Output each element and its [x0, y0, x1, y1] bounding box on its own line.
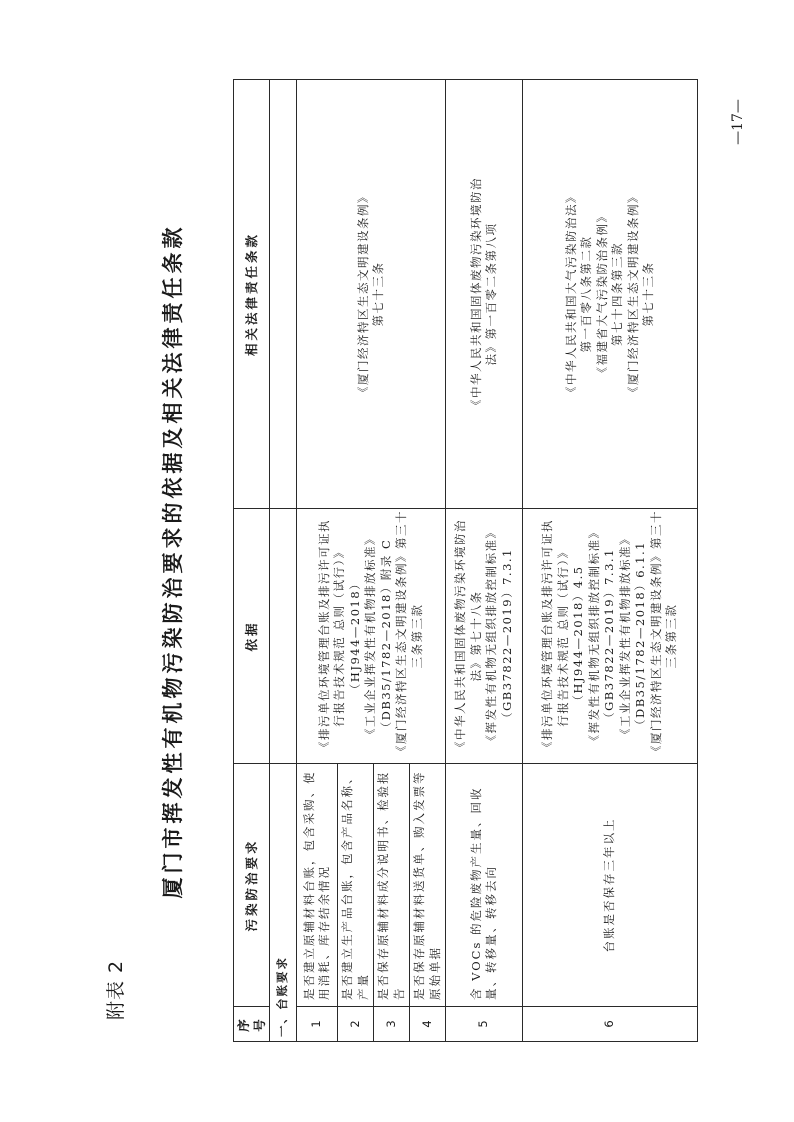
basis-line: 行报告技术规范 总则（试行）》: [555, 545, 570, 727]
liability-line: 第七十三条: [371, 261, 385, 327]
liability-line: 第七十三条: [641, 261, 655, 327]
liability-line: 《厦门经济特区生态文明建设条例》: [625, 190, 640, 398]
section-empty-basis: [270, 509, 297, 764]
liability-line: 法》第一百零二条第八项: [484, 222, 498, 366]
basis-line: 《工业企业挥发性有机物排放标准》: [617, 532, 632, 740]
row-seq: 2: [338, 1007, 374, 1042]
basis-line: （GB37822—2019）7.3.1: [602, 548, 617, 724]
basis-line: （HJ944—2018）4.5: [571, 565, 586, 707]
basis-line: （HJ944—2018）: [347, 576, 362, 696]
section-empty-liability: [270, 80, 297, 509]
liability-line: 第七十四条第三款: [610, 242, 624, 346]
basis-line: 《挥发性有机物无组织排放控制标准》: [484, 525, 498, 747]
basis-line: （DB35/1782—2018）6.1.1: [633, 541, 648, 731]
liability-cell-row-5: [446, 80, 523, 509]
row-seq: 3: [374, 1007, 410, 1042]
basis-cell-rows-1-4: [297, 509, 446, 764]
basis-line: 三条第三款: [409, 603, 424, 669]
liability-line: 《福建省大气污染防治条例》: [594, 209, 609, 379]
basis-line: 法》第七十八条: [468, 590, 483, 682]
row-requirement: 是否建立生产品台账，包含产品名称、产量: [338, 764, 374, 1007]
appendix-label: 附表 2: [105, 959, 127, 1020]
page-number-text: —17—: [730, 99, 746, 145]
header-basis: 依据: [234, 509, 270, 764]
basis-line: 《排污单位环境管理台账及排污许可证执: [540, 519, 555, 753]
section-row: [270, 80, 297, 1042]
basis-cell-row-5: [446, 509, 523, 764]
row-requirement: 是否保存原辅材料送货单、购入发票等原始单据: [410, 764, 446, 1007]
liability-line: 《厦门经济特区生态文明建设条例》: [355, 190, 370, 398]
table-row: [446, 80, 523, 1042]
table-row: [297, 80, 338, 1042]
basis-line: 《厦门经济特区生态文明建设条例》第三十: [648, 510, 663, 757]
row-seq: 1: [297, 1007, 338, 1042]
basis-line: （DB35/1782—2018）附录 C: [378, 538, 393, 734]
row-requirement: 是否建立原辅材料台账，包含采购、使用消耗、库存结余情况: [297, 764, 338, 1007]
basis-cell-row-6: [523, 509, 698, 764]
rotated-landscape-sheet: [97, 80, 697, 1042]
basis-line: 《中华人民共和国固体废物污染环境防治: [453, 519, 467, 753]
row-requirement: 台账是否保存三年以上: [523, 764, 698, 1007]
row-seq: 6: [523, 1007, 698, 1042]
document-title: 厦门市挥发性有机物污染防治要求的依据及相关法律责任条款: [161, 223, 185, 899]
header-liability: 相关法律责任条款: [234, 80, 270, 509]
basis-line: 《厦门经济特区生态文明建设条例》第三十: [394, 510, 409, 757]
liability-cell-row-6: [523, 80, 698, 509]
basis-line: 三条第三款: [664, 603, 679, 669]
basis-line: 《挥发性有机物无组织排放控制标准》: [586, 525, 601, 747]
basis-line: 《排污单位环境管理台账及排污许可证执: [316, 519, 331, 753]
basis-line: 《工业企业挥发性有机物排放标准》: [363, 532, 378, 740]
basis-line: 行报告技术规范 总则（试行）》: [332, 545, 347, 727]
header-seq: 序号: [234, 1007, 270, 1042]
basis-line: （GB37822—2019）7.3.1: [499, 548, 514, 724]
table-header-row: [234, 80, 270, 1042]
liability-line: 《中华人民共和国大气污染防治法》: [563, 190, 578, 398]
requirements-table: [233, 79, 698, 1042]
header-requirement: 污染防治要求: [234, 764, 270, 1007]
row-seq: 5: [446, 1007, 523, 1042]
row-requirement: 含 VOCs 的危险废物产生量、回收量、转移量、转移去向: [446, 764, 523, 1007]
table-row: [523, 80, 698, 1042]
liability-line: 《中华人民共和国固体废物污染环境防治: [468, 177, 483, 411]
row-seq: 4: [410, 1007, 446, 1042]
row-requirement: 是否保存原辅材料成分说明书、检验报告: [374, 764, 410, 1007]
liability-line: 第一百零八条第二款: [579, 235, 593, 353]
liability-cell-rows-1-4: [297, 80, 446, 509]
section-title: 一、台账要求: [270, 764, 297, 1042]
page-number: [723, 92, 753, 152]
